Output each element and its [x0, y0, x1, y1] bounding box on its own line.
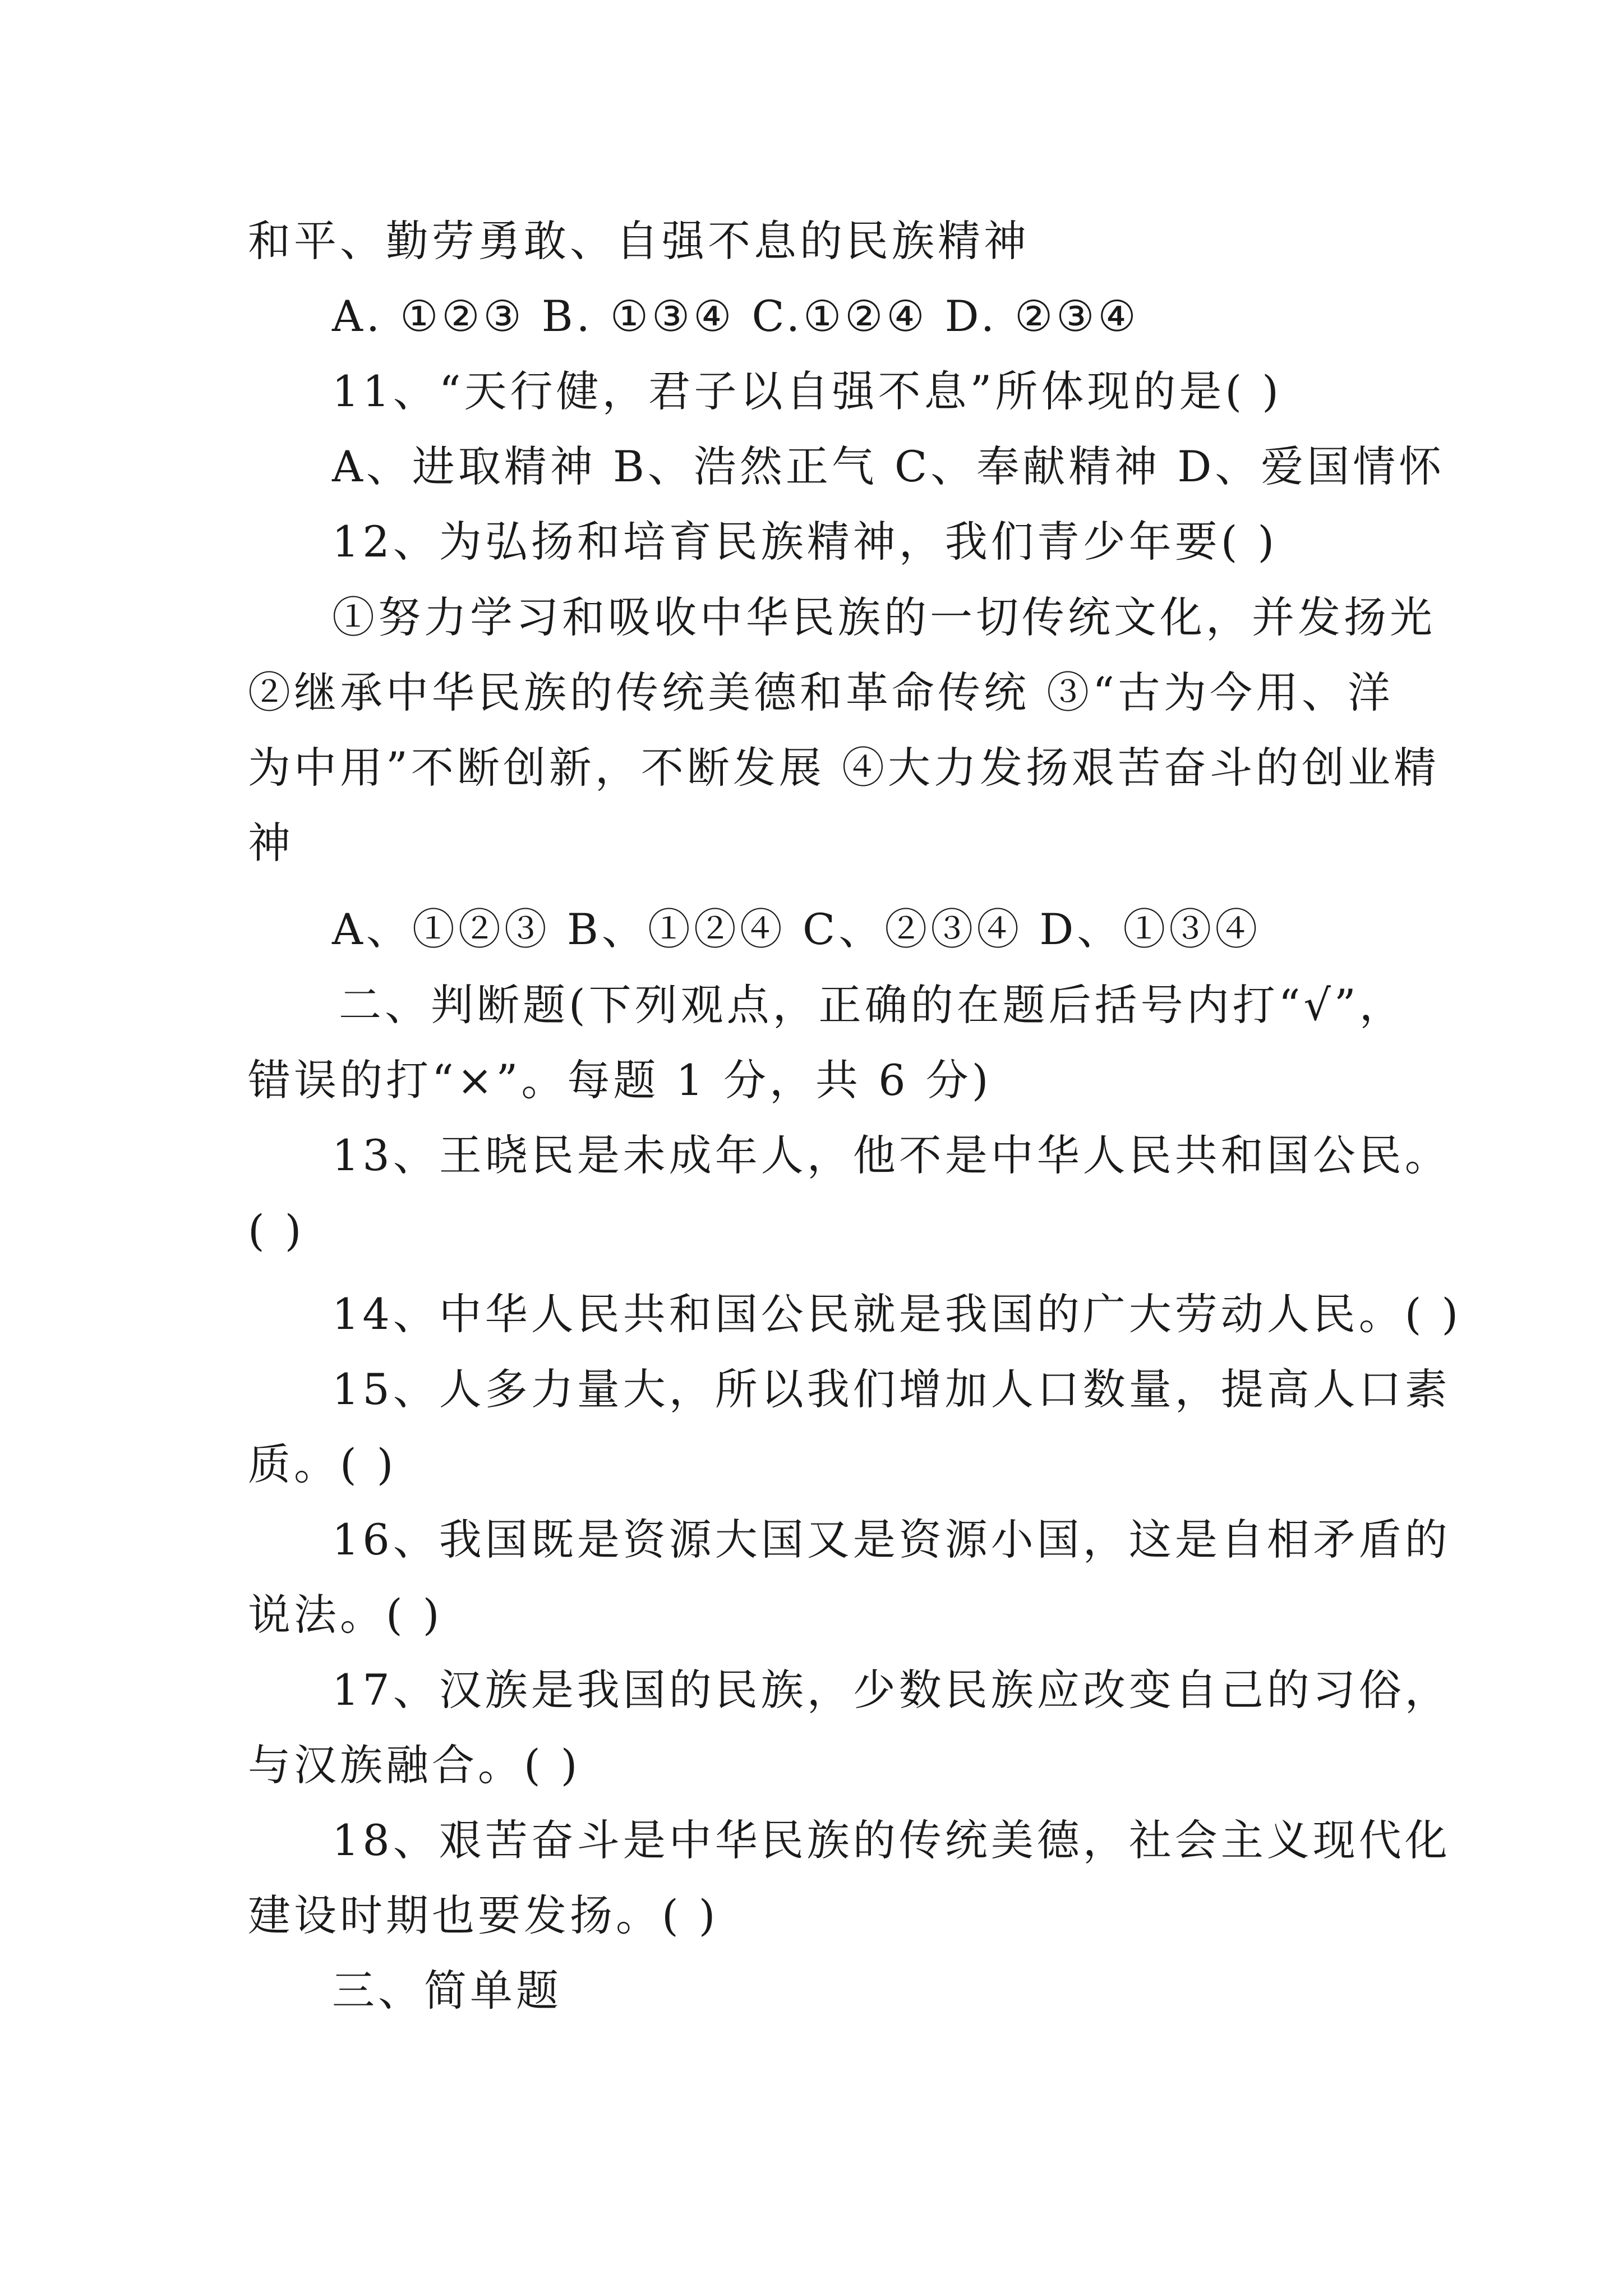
- text-line: 13、王晓民是未成年人，他不是中华人民共和国公民。: [332, 1130, 1451, 1180]
- text-line: 与汉族融合。( ): [248, 1740, 581, 1790]
- text-line: 12、为弘扬和培育民族精神，我们青少年要( ): [332, 517, 1278, 567]
- text-line: A、①②③ B、①②④ C、②③④ D、①③④: [332, 904, 1261, 954]
- text-line: 建设时期也要发扬。( ): [248, 1890, 719, 1940]
- text-line: ( ): [248, 1205, 305, 1255]
- text-line: A、进取精神 B、浩然正气 C、奉献精神 D、爱国情怀: [332, 441, 1445, 491]
- text-line: A. ①②③ B. ①③④ C.①②④ D. ②③④: [332, 291, 1140, 341]
- text-line: 16、我国既是资源大国又是资源小国，这是自相矛盾的: [332, 1515, 1451, 1565]
- text-line: 18、艰苦奋斗是中华民族的传统美德，社会主义现代化: [332, 1815, 1451, 1865]
- section-heading: 二、判断题(下列观点，正确的在题后括号内打“√”，: [339, 980, 1405, 1030]
- text-line: 说法。( ): [248, 1590, 443, 1640]
- text-line: 和平、勤劳勇敢、自强不息的民族精神: [248, 216, 1030, 266]
- text-line: 17、汉族是我国的民族，少数民族应改变自己的习俗，: [332, 1665, 1451, 1715]
- text-line: 错误的打“×”。每题 1 分，共 6 分): [248, 1055, 992, 1105]
- text-line: ②继承中华民族的传统美德和革命传统 ③“古为今用、洋: [248, 668, 1394, 717]
- text-line: 15、人多力量大，所以我们增加人口数量，提高人口素: [332, 1364, 1451, 1414]
- text-line: 14、中华人民共和国公民就是我国的广大劳动人民。( ): [332, 1289, 1462, 1339]
- section-heading: 三、简单题: [332, 1966, 562, 2016]
- text-line: 11、“天行健，君子以自强不息”所体现的是( ): [332, 366, 1282, 416]
- text-line: 质。( ): [248, 1439, 397, 1489]
- text-line: ①努力学习和吸收中华民族的一切传统文化，并发扬光: [332, 592, 1436, 642]
- text-line: 神: [248, 818, 294, 868]
- text-line: 为中用”不断创新，不断发展 ④大力发扬艰苦奋斗的创业精: [248, 743, 1440, 793]
